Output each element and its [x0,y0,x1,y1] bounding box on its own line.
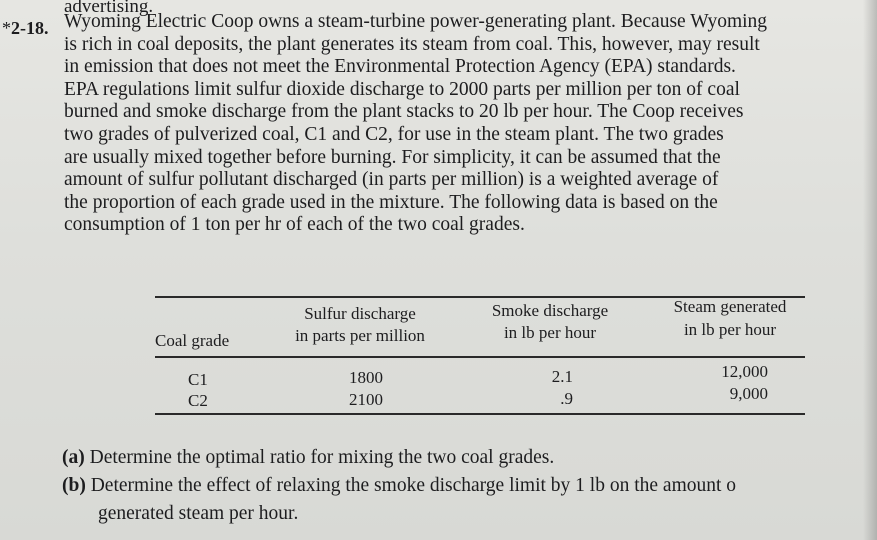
part-b-label: (b) [62,475,86,496]
part-b [62,472,736,500]
header-smoke-line1: Smoke discharge [491,301,609,320]
part-a-label: (a) [62,447,85,468]
problem-line: two grades of pulverized coal, C1 and C2, for use in the steam plant. The two grades [64,123,724,145]
problem-line: is rich in coal deposits, the plant generates its steam from coal. This, however, may result [64,33,760,55]
table-cell-grade: C2 [188,391,208,410]
header-sulfur-line2: in parts per million [295,326,425,345]
part-a [62,444,736,472]
coal-data-table [155,280,805,430]
problem-number-label: 2-18. [11,18,49,38]
problem-statement [64,11,844,237]
problem-star-marker: * [2,18,11,38]
header-steam-line1: Steam generated [673,297,787,316]
part-b-continuation: generated steam per hour. [98,503,299,524]
problem-line: are usually mixed together before burning. For simplicity, it can be assumed that the [64,146,721,168]
header-sulfur-line1: Sulfur discharge [304,304,416,323]
problem-line: burned and smoke discharge from the plant stacks to 20 lb per hour. The Coop receives [64,101,744,123]
previous-problem-fragment: advertising. [64,0,154,17]
header-coal-grade: Coal grade [155,331,230,350]
header-smoke-line2: in lb per hour [503,323,597,342]
page-edge-shadow [863,0,877,540]
header-steam-line2: in lb per hour [683,320,777,339]
question-parts [62,444,736,528]
problem-line: amount of sulfur pollutant discharged (in parts per million) is a weighted average of [64,169,719,191]
table-cell-steam: 9,000 [729,384,768,403]
table-header-rule [155,356,805,358]
table-cell-sulfur: 2100 [349,390,383,409]
table-cell-sulfur: 1800 [349,368,383,387]
table-cell-smoke: .9 [560,389,573,408]
problem-line: EPA regulations limit sulfur dioxide discharge to 2000 parts per million per ton of coal [64,78,740,100]
part-a-text: Determine the optimal ratio for mixing the two coal grades. [89,447,555,468]
problem-line: in emission that does not meet the Environmental Protection Agency (EPA) standards. [64,56,736,78]
table-cell-smoke: 2.1 [551,367,573,386]
problem-line: the proportion of each grade used in the mixture. The following data is based on the [64,191,718,213]
problem-number [2,18,49,39]
problem-line: consumption of 1 ton per hr of each of the two coal grades. [64,214,525,236]
problem-line: Wyoming Electric Coop owns a steam-turbine power-generating plant. Because Wyoming [64,11,768,32]
table-cell-grade: C1 [188,370,208,389]
table-bottom-rule [155,413,805,415]
table-cell-steam: 12,000 [721,362,768,381]
part-b-text: Determine the effect of relaxing the smoke discharge limit by 1 lb on the amount o [90,475,737,496]
